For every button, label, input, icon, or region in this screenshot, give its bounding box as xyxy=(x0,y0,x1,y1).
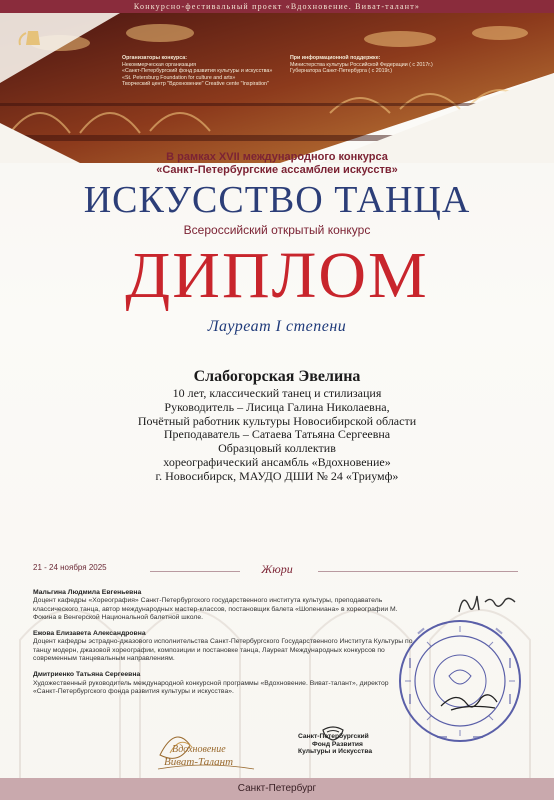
detail-line: г. Новосибирск, МАУДО ДШИ № 24 «Триумф» xyxy=(155,468,399,483)
jury-member-name: Дмитриенко Татьяна Сергеевна xyxy=(33,671,141,679)
jury-label: Жюри xyxy=(261,562,293,576)
organization-stamp xyxy=(397,618,523,744)
theater-hero-image xyxy=(0,13,554,163)
detail-line: Преподаватель – Сатаева Татьяна Сергеевна xyxy=(163,427,391,442)
support-heading: При информационной поддержке: xyxy=(290,55,381,61)
support-block xyxy=(290,55,470,75)
detail-line: Руководитель – Лисица Галина Николаевна, xyxy=(164,399,390,414)
contest-title: ИСКУССТВО ТАНЦА xyxy=(83,179,471,221)
participant-details xyxy=(60,387,494,484)
detail-line: хореографический ансамбль «Вдохновение» xyxy=(163,454,391,469)
vivat-logo-line-2: Виват-Талант xyxy=(164,756,234,768)
jury-list xyxy=(33,589,413,704)
organizers-line: «St. Petersburg Foundation for culture and arts» xyxy=(122,74,236,81)
jury-member-bio: Доцент кафедры эстрадно-джазового исполнительства Санкт-Петербургского Государственного Института Культуры по танцу модерн, джазовой хореографии, композиции и постановке танца, Лауреат Международных конкурсов по современным танцевальным направлениям. xyxy=(33,638,413,663)
support-line: Министерства культуры Российской Федерации ( с 2017г.) xyxy=(290,61,433,68)
jury-member xyxy=(33,671,413,696)
jury-member-name: Мальгина Людмила Евгеньевна xyxy=(33,589,142,596)
participant-name: Слабогорская Эвелина xyxy=(193,368,361,385)
foundation-logo-line: Культуры и Искусства xyxy=(298,748,373,756)
jury-member-name: Ежова Елизавета Александровна xyxy=(33,630,146,638)
context-line-2: «Санкт-Петербургские ассамблеи искусств» xyxy=(156,164,398,176)
footer-city: Санкт-Петербург xyxy=(237,783,317,794)
organizers-line: Творческий центр "Вдохновение" Creative cente "Inspiration" xyxy=(122,81,269,88)
foundation-logo-text xyxy=(298,733,394,756)
footer-bar xyxy=(0,778,554,800)
jury-member-bio: Художественный руководитель международной конкурсной программы «Вдохновение. Виват-талант», директор «Санкт-Петербургского фонда развития культуры и искусства». xyxy=(33,679,389,695)
award-level: Лауреат I степени xyxy=(207,318,347,335)
foundation-logo-line: Санкт-Петербургский xyxy=(298,733,369,740)
vivat-logo-line-1: Вдохновение xyxy=(172,744,226,755)
support-line: Губернатора Санкт-Петербурга ( с 2019г.) xyxy=(290,68,393,75)
diploma-heading: ДИПЛОМ xyxy=(125,239,429,312)
organizers-line: Некоммерческая организация xyxy=(122,61,196,68)
contest-subtitle: Всероссийский открытый конкурс xyxy=(183,223,371,237)
project-banner: Конкурсно-фестивальный проект «Вдохновение. Виват-талант» xyxy=(0,0,554,13)
jury-member xyxy=(33,630,413,663)
detail-line: Почётный работник культуры Новосибирской области xyxy=(137,413,417,428)
foundation-logo-line: Фонд Развития xyxy=(312,740,363,748)
jury-member-bio: Доцент кафедры «Хореография» Санкт-Петербургского государственного института культуры, преподаватель классического танца, автор международных мастер-классов, постановщик балета «Шопениана» в хореографии М. Фокина в Венгерской Национальной балетной школе. xyxy=(33,597,398,621)
organizers-line: «Санкт-Петербургский фонд развития культуры и искусства» xyxy=(122,68,273,75)
event-date: 21 - 24 ноября 2025 xyxy=(33,563,107,572)
context-line-1: В рамках XVII международного конкурса xyxy=(166,151,388,163)
detail-line: Образцовый коллектив xyxy=(218,441,336,456)
organizers-heading: Организаторы конкурса: xyxy=(122,55,187,61)
jury-member xyxy=(33,589,413,622)
organizers-block xyxy=(122,55,282,88)
signature-1 xyxy=(455,588,525,618)
signature-2 xyxy=(437,688,507,716)
theater-interior-illustration xyxy=(0,13,554,163)
detail-line: 10 лет, классический танец и стилизация xyxy=(172,386,382,400)
